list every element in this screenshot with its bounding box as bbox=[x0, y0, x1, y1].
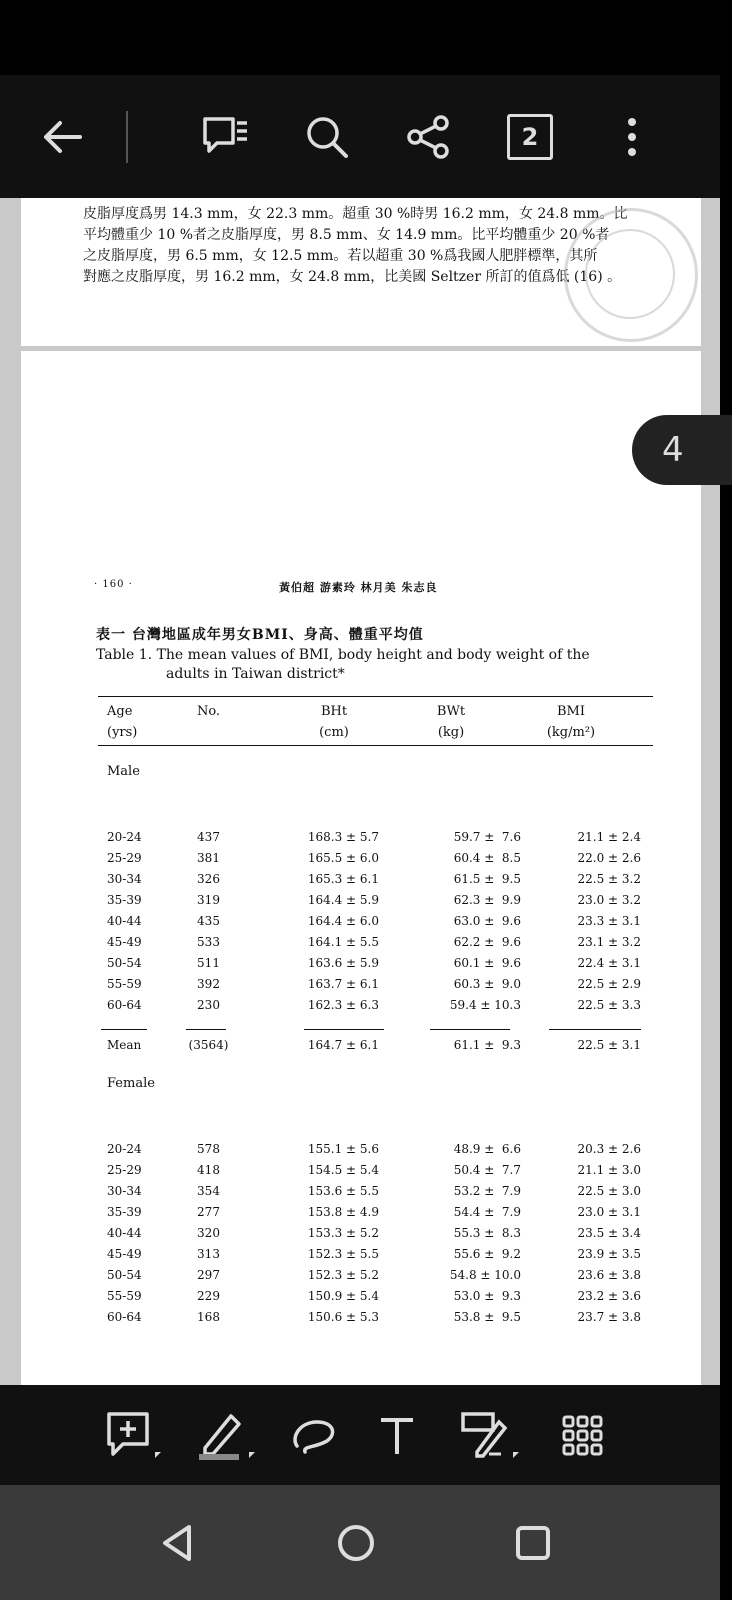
table-row bbox=[21, 1289, 701, 1310]
cell-age: 55-59 bbox=[107, 977, 142, 991]
cell-bmi: 20.3 ± 2.6 bbox=[577, 1142, 641, 1156]
cell-bmi: 22.5 ± 3.3 bbox=[577, 998, 641, 1012]
text-line: 之皮脂厚度，男 6.5 mm，女 12.5 mm。若以超重 30 %爲我國人肥胖標準，其所 bbox=[83, 248, 598, 264]
cell-bht: 150.9 ± 5.4 bbox=[307, 1289, 379, 1303]
cell-bmi: 22.5 ± 3.1 bbox=[577, 1038, 641, 1052]
table-row bbox=[21, 830, 701, 851]
cell-bwt: 48.9 ± 6.6 bbox=[453, 1142, 521, 1156]
cell-bmi: 22.4 ± 3.1 bbox=[577, 956, 641, 970]
cell-no: 533 bbox=[197, 935, 220, 949]
cell-age: 40-44 bbox=[107, 1226, 142, 1240]
cell-bht: 164.4 ± 6.0 bbox=[307, 914, 379, 928]
group-label-male: Male bbox=[107, 764, 140, 779]
share-icon[interactable] bbox=[388, 97, 468, 177]
text-icon[interactable] bbox=[366, 1405, 428, 1467]
toolbar-separator bbox=[126, 111, 128, 163]
lasso-icon[interactable] bbox=[283, 1405, 345, 1467]
subtotal-rule bbox=[304, 1029, 384, 1030]
nav-home-icon[interactable] bbox=[326, 1513, 386, 1573]
page-count-icon[interactable] bbox=[490, 97, 570, 177]
table-caption-zh: 表一 台灣地區成年男女BMI、身高、體重平均值 bbox=[96, 627, 424, 643]
cell-bwt: 62.3 ± 9.9 bbox=[453, 893, 521, 907]
table-row bbox=[21, 1247, 701, 1268]
cell-age: 40-44 bbox=[107, 914, 142, 928]
cell-no: 297 bbox=[197, 1268, 220, 1282]
table-row bbox=[21, 1310, 701, 1331]
cell-bht: 153.8 ± 4.9 bbox=[307, 1205, 379, 1219]
page-indicator: 4 bbox=[632, 415, 732, 485]
status-bar bbox=[0, 0, 720, 75]
cell-bmi: 21.1 ± 2.4 bbox=[577, 830, 641, 844]
cell-no: 418 bbox=[197, 1163, 220, 1177]
cell-bwt: 61.1 ± 9.3 bbox=[453, 1038, 521, 1052]
header-bmi: BMI (kg/m²) bbox=[546, 704, 596, 740]
header-bht: BHt (cm) bbox=[319, 704, 349, 740]
add-comment-icon[interactable] bbox=[102, 1405, 164, 1467]
table-row bbox=[21, 1142, 701, 1163]
cell-no: 437 bbox=[197, 830, 220, 844]
grid-icon[interactable] bbox=[552, 1405, 614, 1467]
cell-bmi: 23.0 ± 3.1 bbox=[577, 1205, 641, 1219]
cell-age: 55-59 bbox=[107, 1289, 142, 1303]
header-age: Age (yrs) bbox=[107, 704, 138, 740]
cell-bwt: 55.3 ± 8.3 bbox=[453, 1226, 521, 1240]
table-caption-en bbox=[96, 646, 656, 684]
cell-no: (3564) bbox=[188, 1038, 229, 1052]
cell-bht: 153.3 ± 5.2 bbox=[307, 1226, 379, 1240]
cell-age: 50-54 bbox=[107, 956, 142, 970]
cell-no: 277 bbox=[197, 1205, 220, 1219]
cell-bht: 164.7 ± 6.1 bbox=[307, 1038, 379, 1052]
cell-bwt: 60.4 ± 8.5 bbox=[453, 851, 521, 865]
table-row bbox=[21, 935, 701, 956]
cell-no: 354 bbox=[197, 1184, 220, 1198]
header-no: No. bbox=[196, 704, 221, 719]
table-row bbox=[21, 1268, 701, 1289]
cell-bmi: 23.6 ± 3.8 bbox=[577, 1268, 641, 1282]
cell-bmi: 23.0 ± 3.2 bbox=[577, 893, 641, 907]
cell-bht: 168.3 ± 5.7 bbox=[307, 830, 379, 844]
cell-bht: 153.6 ± 5.5 bbox=[307, 1184, 379, 1198]
cell-bmi: 22.5 ± 3.2 bbox=[577, 872, 641, 886]
cell-age: 35-39 bbox=[107, 893, 142, 907]
table-row bbox=[21, 1205, 701, 1226]
subtotal-rule bbox=[186, 1029, 226, 1030]
cell-bmi: 23.9 ± 3.5 bbox=[577, 1247, 641, 1261]
cell-no: 229 bbox=[197, 1289, 220, 1303]
document-viewer[interactable] bbox=[0, 198, 720, 1385]
cell-bwt: 60.1 ± 9.6 bbox=[453, 956, 521, 970]
cell-bmi: 23.3 ± 3.1 bbox=[577, 914, 641, 928]
cell-bht: 164.1 ± 5.5 bbox=[307, 935, 379, 949]
table-row bbox=[21, 956, 701, 977]
cell-bmi: 23.7 ± 3.8 bbox=[577, 1310, 641, 1324]
table-row bbox=[21, 851, 701, 872]
cell-age: 45-49 bbox=[107, 935, 142, 949]
cell-age: 30-34 bbox=[107, 872, 142, 886]
cell-no: 392 bbox=[197, 977, 220, 991]
table-row bbox=[21, 1038, 701, 1059]
cell-age: 30-34 bbox=[107, 1184, 142, 1198]
cell-bmi: 23.5 ± 3.4 bbox=[577, 1226, 641, 1240]
cell-age: 50-54 bbox=[107, 1268, 142, 1282]
cell-bwt: 54.8 ± 10.0 bbox=[449, 1268, 521, 1282]
library-seal bbox=[564, 208, 698, 342]
cell-bht: 155.1 ± 5.6 bbox=[307, 1142, 379, 1156]
cell-no: 320 bbox=[197, 1226, 220, 1240]
cell-bwt: 59.4 ± 10.3 bbox=[449, 998, 521, 1012]
table-row bbox=[21, 1226, 701, 1247]
cell-no: 230 bbox=[197, 998, 220, 1012]
table-top-rule bbox=[98, 696, 653, 697]
cell-age: Mean bbox=[107, 1038, 142, 1052]
cell-no: 435 bbox=[197, 914, 220, 928]
subtotal-rule bbox=[430, 1029, 510, 1030]
text-line: 平均體重少 10 %者之皮脂厚度，男 8.5 mm、女 14.9 mm。比平均體重少 20 %者 bbox=[83, 227, 610, 243]
text-line: 對應之皮脂厚度，男 16.2 mm，女 24.8 mm，比美國 Seltzer 所訂的值爲低 (16) 。 bbox=[83, 269, 622, 285]
cell-bwt: 53.8 ± 9.5 bbox=[453, 1310, 521, 1324]
cell-bht: 152.3 ± 5.5 bbox=[307, 1247, 379, 1261]
previous-page bbox=[21, 198, 701, 346]
cell-bwt: 53.0 ± 9.3 bbox=[453, 1289, 521, 1303]
pen-icon[interactable] bbox=[196, 1405, 258, 1467]
cell-age: 60-64 bbox=[107, 1310, 142, 1324]
cell-age: 45-49 bbox=[107, 1247, 142, 1261]
cell-bht: 165.5 ± 6.0 bbox=[307, 851, 379, 865]
cell-bwt: 55.6 ± 9.2 bbox=[453, 1247, 521, 1261]
caption-line: Table 1. The mean values of BMI, body height and body weight of the bbox=[96, 647, 590, 663]
back-arrow-icon[interactable] bbox=[22, 97, 102, 177]
cell-bwt: 62.2 ± 9.6 bbox=[453, 935, 521, 949]
page-number: · 160 · bbox=[94, 579, 133, 590]
cell-age: 20-24 bbox=[107, 1142, 142, 1156]
subtotal-rule bbox=[549, 1029, 641, 1030]
table-row bbox=[21, 1184, 701, 1205]
cell-bmi: 22.5 ± 2.9 bbox=[577, 977, 641, 991]
cell-age: 25-29 bbox=[107, 1163, 142, 1177]
previous-page-text bbox=[83, 204, 643, 288]
cell-no: 168 bbox=[197, 1310, 220, 1324]
cell-bht: 152.3 ± 5.2 bbox=[307, 1268, 379, 1282]
cell-no: 326 bbox=[197, 872, 220, 886]
table-row bbox=[21, 893, 701, 914]
cell-bmi: 21.1 ± 3.0 bbox=[577, 1163, 641, 1177]
caption-line: adults in Taiwan district* bbox=[166, 666, 345, 682]
cell-no: 511 bbox=[197, 956, 220, 970]
annotation-toolbar bbox=[0, 1385, 720, 1485]
cell-bmi: 23.1 ± 3.2 bbox=[577, 935, 641, 949]
cell-no: 313 bbox=[197, 1247, 220, 1261]
nav-back-icon[interactable] bbox=[147, 1513, 207, 1573]
subtotal-rule bbox=[101, 1029, 147, 1030]
cell-bwt: 59.7 ± 7.6 bbox=[453, 830, 521, 844]
header-bwt: BWt (kg) bbox=[436, 704, 466, 740]
cell-bht: 165.3 ± 6.1 bbox=[307, 872, 379, 886]
cell-bwt: 63.0 ± 9.6 bbox=[453, 914, 521, 928]
top-toolbar bbox=[0, 75, 720, 198]
cell-bwt: 50.4 ± 7.7 bbox=[453, 1163, 521, 1177]
cell-bht: 164.4 ± 5.9 bbox=[307, 893, 379, 907]
cell-bht: 154.5 ± 5.4 bbox=[307, 1163, 379, 1177]
cell-bht: 162.3 ± 6.3 bbox=[307, 998, 379, 1012]
page-count-badge: 2 bbox=[507, 114, 553, 160]
signature-icon[interactable] bbox=[460, 1405, 522, 1467]
search-icon[interactable] bbox=[287, 97, 367, 177]
cell-age: 35-39 bbox=[107, 1205, 142, 1219]
cell-bwt: 60.3 ± 9.0 bbox=[453, 977, 521, 991]
system-nav-bar bbox=[0, 1485, 720, 1600]
cell-age: 25-29 bbox=[107, 851, 142, 865]
table-row bbox=[21, 914, 701, 935]
text-line: 皮脂厚度爲男 14.3 mm，女 22.3 mm。超重 30 %時男 16.2 mm，女 24.8 mm。比 bbox=[83, 206, 628, 222]
cell-age: 60-64 bbox=[107, 998, 142, 1012]
cell-bwt: 53.2 ± 7.9 bbox=[453, 1184, 521, 1198]
cell-bht: 163.6 ± 5.9 bbox=[307, 956, 379, 970]
cell-bmi: 22.0 ± 2.6 bbox=[577, 851, 641, 865]
cell-no: 319 bbox=[197, 893, 220, 907]
group-label-female: Female bbox=[107, 1076, 155, 1091]
cell-no: 381 bbox=[197, 851, 220, 865]
cell-bmi: 22.5 ± 3.0 bbox=[577, 1184, 641, 1198]
comment-list-icon[interactable] bbox=[186, 97, 266, 177]
more-vertical-icon[interactable] bbox=[592, 97, 672, 177]
nav-recents-icon[interactable] bbox=[503, 1513, 563, 1573]
cell-bht: 163.7 ± 6.1 bbox=[307, 977, 379, 991]
cell-age: 20-24 bbox=[107, 830, 142, 844]
table-row bbox=[21, 998, 701, 1019]
running-authors: 黃伯超 游素玲 林月美 朱志良 bbox=[279, 581, 438, 594]
table-row bbox=[21, 872, 701, 893]
cell-no: 578 bbox=[197, 1142, 220, 1156]
cell-bht: 150.6 ± 5.3 bbox=[307, 1310, 379, 1324]
table-row bbox=[21, 977, 701, 998]
cell-bwt: 61.5 ± 9.5 bbox=[453, 872, 521, 886]
table-header-rule bbox=[98, 745, 653, 746]
cell-bmi: 23.2 ± 3.6 bbox=[577, 1289, 641, 1303]
cell-bwt: 54.4 ± 7.9 bbox=[453, 1205, 521, 1219]
table-row bbox=[21, 1163, 701, 1184]
